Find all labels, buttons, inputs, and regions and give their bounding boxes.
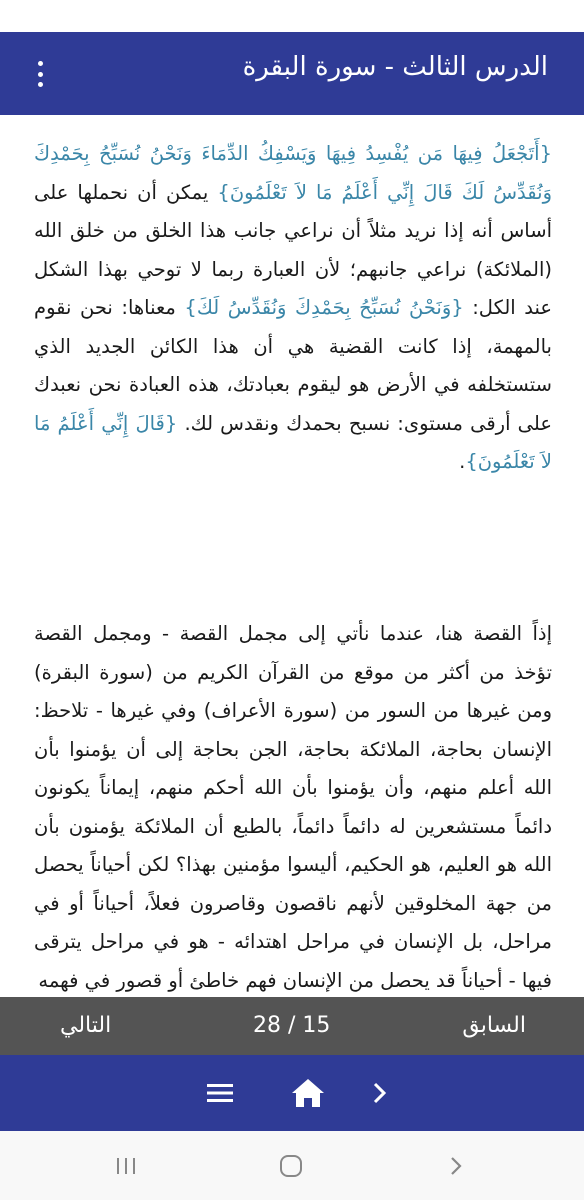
chevron-right-icon[interactable]	[360, 1073, 400, 1113]
bottom-navigation	[0, 1055, 584, 1131]
previous-button[interactable]: السابق	[462, 1013, 526, 1038]
lesson-content[interactable]	[0, 115, 584, 997]
recent-apps-icon[interactable]	[106, 1151, 146, 1181]
lesson-paragraph-1	[34, 135, 552, 482]
quran-verse: {وَنَحْنُ نُسَبِّحُ بِحَمْدِكَ وَنُقَدِّسُ لَكَ}	[184, 296, 464, 319]
page-counter: 28 / 15	[253, 1013, 331, 1038]
hamburger-icon[interactable]	[200, 1073, 240, 1113]
quran-verse: {قَالَ إِنِّي أَعْلَمُ مَا لاَ تَعْلَمُونَ}	[34, 411, 552, 473]
app-bar	[0, 32, 584, 115]
home-icon[interactable]	[288, 1073, 328, 1113]
home-circle-icon[interactable]	[271, 1151, 311, 1181]
back-icon[interactable]	[436, 1151, 476, 1181]
status-bar	[0, 0, 584, 32]
page-title: الدرس الثالث - سورة البقرة	[242, 52, 548, 82]
pager-bar	[0, 997, 584, 1055]
more-vert-icon[interactable]	[28, 58, 52, 90]
paragraph-text: يمكن أن نحملها على أساس أنه إذا نريد مثلاً أن نراعي جانب هذا الخلق من خلق الله (الملائكة) نراعي جانبهم؛ لأن العبارة ربما لا توحي بهذا الشكل عند الكل:	[34, 180, 552, 319]
system-navigation-bar	[0, 1131, 584, 1200]
next-button[interactable]: التالي	[60, 1013, 112, 1038]
quran-verse: {أَتَجْعَلُ فِيهَا مَن يُفْسِدُ فِيهَا وَيَسْفِكُ الدِّمَاءَ وَنَحْنُ نُسَبِّحُ بِحَمْدِكَ وَنُقَدِّسُ لَكَ قَالَ إِنِّي أَعْلَمُ مَا لاَ تَعْلَمُونَ}	[34, 142, 552, 204]
paragraph-text: معناها: نحن نقوم بالمهمة، إذا كانت القضية هي أن هذا الكائن الجديد الذي ستستخلفه في الأرض هو ليقوم بعبادتك، هذه العبادة نحن نعبدك على أرقى مستوى: نسبح بحمدك ونقدس لك.	[34, 296, 552, 435]
lesson-paragraph-2: إذاً القصة هنا، عندما نأتي إلى مجمل القصة - ومجمل القصة تؤخذ من أكثر من موقع من القرآن الكريم من (سورة البقرة) ومن غيرها من السور من (سورة الأعراف) وفي غيرها - تلاحظ: الإنسان بحاجة، الملائكة بحاجة، الجن بحاجة إلى أن يؤمنوا بأن الله أعلم منهم، وأن يؤمنوا بأن الله أحكم منهم، إيماناً يكونون دائماً مستشعرين له دائماً دائماً، بالطبع أن الملائكة يؤمنون بأن الله هو العليم، هو الحكيم، أليسوا مؤمنين بهذا؟ لكن أحياناً يحصل من جهة المخلوقين لأنهم ناقصون وقاصرون فعلاً، أحياناً أو في مراحل، بل الإنسان في مراحل اهتدائه - هو في مراحل يترقى فيها - أحياناً قد يحصل من الإنسان فهم خاطئ أو قصور في فهمه	[34, 622, 552, 992]
paragraph-text: .	[459, 450, 466, 473]
